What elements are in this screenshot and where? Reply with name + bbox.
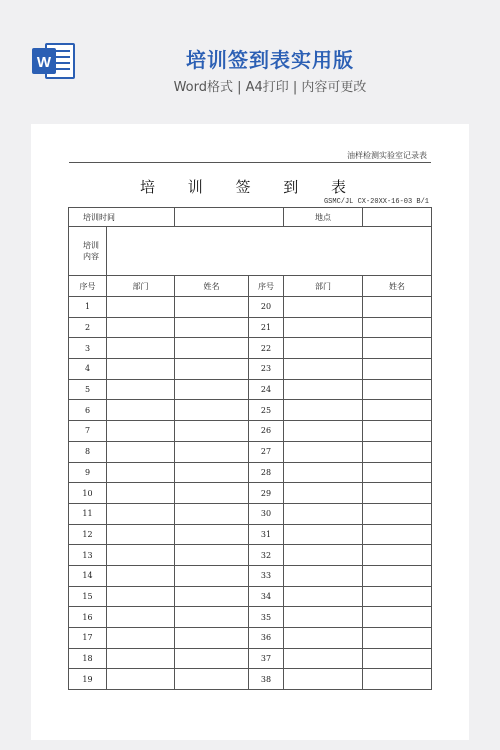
dept-left-cell[interactable] <box>107 607 175 628</box>
location-value[interactable] <box>363 208 432 227</box>
seq-right-cell: 36 <box>249 628 284 649</box>
seq-left-cell: 15 <box>69 586 107 607</box>
name-left-cell[interactable] <box>175 586 249 607</box>
name-right-cell[interactable] <box>363 586 432 607</box>
seq-left-cell: 1 <box>69 297 107 318</box>
seq-right-cell: 30 <box>249 503 284 524</box>
table-row <box>69 648 432 669</box>
table-row <box>69 359 432 380</box>
seq-right-cell: 26 <box>249 421 284 442</box>
dept-right-cell[interactable] <box>284 648 363 669</box>
column-header-dept-2: 部门 <box>284 276 363 297</box>
dept-left-cell[interactable] <box>107 379 175 400</box>
dept-left-cell[interactable] <box>107 317 175 338</box>
table-row <box>69 483 432 504</box>
name-left-cell[interactable] <box>175 607 249 628</box>
name-left-cell[interactable] <box>175 483 249 504</box>
training-content-value[interactable] <box>107 227 432 276</box>
name-right-cell[interactable] <box>363 462 432 483</box>
name-left-cell[interactable] <box>175 400 249 421</box>
seq-right-cell: 35 <box>249 607 284 628</box>
document-title: 培 训 签 到 表 <box>139 178 361 196</box>
name-left-cell[interactable] <box>175 441 249 462</box>
name-left-cell[interactable] <box>175 317 249 338</box>
table-row <box>69 297 432 318</box>
dept-left-cell[interactable] <box>107 483 175 504</box>
table-row <box>69 503 432 524</box>
table-row <box>69 441 432 462</box>
dept-right-cell[interactable] <box>284 400 363 421</box>
table-row <box>69 462 432 483</box>
seq-left-cell: 7 <box>69 421 107 442</box>
table-row <box>69 565 432 586</box>
training-content-label: 培训内容 <box>69 227 107 276</box>
name-right-cell[interactable] <box>363 503 432 524</box>
dept-left-cell[interactable] <box>107 503 175 524</box>
name-right-cell[interactable] <box>363 565 432 586</box>
seq-left-cell: 13 <box>69 545 107 566</box>
seq-right-cell: 21 <box>249 317 284 338</box>
seq-right-cell: 24 <box>249 379 284 400</box>
name-right-cell[interactable] <box>363 297 432 318</box>
dept-right-cell[interactable] <box>284 586 363 607</box>
seq-right-cell: 37 <box>249 648 284 669</box>
svg-text:W: W <box>36 54 52 71</box>
seq-left-cell: 19 <box>69 669 107 690</box>
table-row <box>69 628 432 649</box>
seq-left-cell: 4 <box>69 359 107 380</box>
seq-left-cell: 17 <box>69 628 107 649</box>
column-header-dept: 部门 <box>107 276 175 297</box>
name-left-cell[interactable] <box>175 669 249 690</box>
dept-right-cell[interactable] <box>284 317 363 338</box>
dept-right-cell[interactable] <box>284 297 363 318</box>
seq-left-cell: 12 <box>69 524 107 545</box>
page-title: 培训签到表实用版 <box>186 48 354 72</box>
dept-left-cell[interactable] <box>107 669 175 690</box>
dept-right-cell[interactable] <box>284 503 363 524</box>
training-time-label: 培训时间 <box>69 208 175 227</box>
dept-right-cell[interactable] <box>284 565 363 586</box>
column-header-name: 姓名 <box>175 276 249 297</box>
name-left-cell[interactable] <box>175 628 249 649</box>
seq-right-cell: 33 <box>249 565 284 586</box>
lab-record-name: 油样检测实验室记录表 <box>347 151 427 160</box>
seq-left-cell: 16 <box>69 607 107 628</box>
seq-right-cell: 23 <box>249 359 284 380</box>
dept-right-cell[interactable] <box>284 441 363 462</box>
column-header-seq-2: 序号 <box>249 276 284 297</box>
seq-right-cell: 28 <box>249 462 284 483</box>
seq-right-cell: 38 <box>249 669 284 690</box>
name-right-cell[interactable] <box>363 545 432 566</box>
table-row <box>69 379 432 400</box>
name-right-cell[interactable] <box>363 379 432 400</box>
dept-right-cell[interactable] <box>284 483 363 504</box>
table-row <box>69 669 432 690</box>
document-page <box>31 124 469 740</box>
name-right-cell[interactable] <box>363 421 432 442</box>
seq-right-cell: 34 <box>249 586 284 607</box>
table-row <box>69 586 432 607</box>
dept-right-cell[interactable] <box>284 379 363 400</box>
seq-right-cell: 25 <box>249 400 284 421</box>
name-left-cell[interactable] <box>175 462 249 483</box>
dept-left-cell[interactable] <box>107 421 175 442</box>
dept-right-cell[interactable] <box>284 524 363 545</box>
seq-left-cell: 8 <box>69 441 107 462</box>
dept-left-cell[interactable] <box>107 586 175 607</box>
seq-left-cell: 5 <box>69 379 107 400</box>
dept-left-cell[interactable] <box>107 565 175 586</box>
seq-left-cell: 9 <box>69 462 107 483</box>
dept-right-cell[interactable] <box>284 359 363 380</box>
dept-right-cell[interactable] <box>284 338 363 359</box>
name-left-cell[interactable] <box>175 421 249 442</box>
name-left-cell[interactable] <box>175 545 249 566</box>
table-row <box>69 400 432 421</box>
name-left-cell[interactable] <box>175 359 249 380</box>
name-left-cell[interactable] <box>175 379 249 400</box>
dept-left-cell[interactable] <box>107 628 175 649</box>
seq-left-cell: 2 <box>69 317 107 338</box>
seq-right-cell: 29 <box>249 483 284 504</box>
dept-right-cell[interactable] <box>284 607 363 628</box>
name-left-cell[interactable] <box>175 648 249 669</box>
location-label: 地点 <box>284 208 363 227</box>
dept-left-cell[interactable] <box>107 359 175 380</box>
name-right-cell[interactable] <box>363 338 432 359</box>
dept-right-cell[interactable] <box>284 669 363 690</box>
table-row <box>69 607 432 628</box>
name-right-cell[interactable] <box>363 483 432 504</box>
name-right-cell[interactable] <box>363 400 432 421</box>
seq-left-cell: 3 <box>69 338 107 359</box>
name-left-cell[interactable] <box>175 338 249 359</box>
name-right-cell[interactable] <box>363 628 432 649</box>
table-row <box>69 317 432 338</box>
column-header-seq: 序号 <box>69 276 107 297</box>
table-row <box>69 421 432 442</box>
name-right-cell[interactable] <box>363 317 432 338</box>
name-right-cell[interactable] <box>363 359 432 380</box>
dept-left-cell[interactable] <box>107 545 175 566</box>
seq-left-cell: 6 <box>69 400 107 421</box>
table-row <box>69 545 432 566</box>
name-right-cell[interactable] <box>363 607 432 628</box>
seq-right-cell: 20 <box>249 297 284 318</box>
seq-left-cell: 10 <box>69 483 107 504</box>
dept-right-cell[interactable] <box>284 462 363 483</box>
dept-left-cell[interactable] <box>107 648 175 669</box>
name-right-cell[interactable] <box>363 524 432 545</box>
name-left-cell[interactable] <box>175 565 249 586</box>
header-rule <box>69 162 431 163</box>
training-time-value[interactable] <box>175 208 284 227</box>
page-header <box>0 0 500 118</box>
document-code: GSMC/JL CX-20XX-16-03 B/1 <box>323 198 429 206</box>
dept-left-cell[interactable] <box>107 441 175 462</box>
dept-left-cell[interactable] <box>107 297 175 318</box>
name-left-cell[interactable] <box>175 524 249 545</box>
dept-right-cell[interactable] <box>284 545 363 566</box>
dept-left-cell[interactable] <box>107 524 175 545</box>
seq-left-cell: 11 <box>69 503 107 524</box>
seq-right-cell: 31 <box>249 524 284 545</box>
sign-in-table <box>68 207 432 690</box>
dept-right-cell[interactable] <box>284 628 363 649</box>
dept-left-cell[interactable] <box>107 462 175 483</box>
word-doc-icon <box>30 42 76 80</box>
name-right-cell[interactable] <box>363 441 432 462</box>
seq-left-cell: 14 <box>69 565 107 586</box>
name-right-cell[interactable] <box>363 648 432 669</box>
seq-right-cell: 27 <box>249 441 284 462</box>
dept-right-cell[interactable] <box>284 421 363 442</box>
dept-left-cell[interactable] <box>107 338 175 359</box>
seq-right-cell: 22 <box>249 338 284 359</box>
column-header-name-2: 姓名 <box>363 276 432 297</box>
seq-right-cell: 32 <box>249 545 284 566</box>
seq-left-cell: 18 <box>69 648 107 669</box>
name-right-cell[interactable] <box>363 669 432 690</box>
table-row <box>69 524 432 545</box>
page-subtitle: Word格式 | A4打印 | 内容可更改 <box>173 80 367 95</box>
table-row <box>69 338 432 359</box>
dept-left-cell[interactable] <box>107 400 175 421</box>
name-left-cell[interactable] <box>175 297 249 318</box>
name-left-cell[interactable] <box>175 503 249 524</box>
